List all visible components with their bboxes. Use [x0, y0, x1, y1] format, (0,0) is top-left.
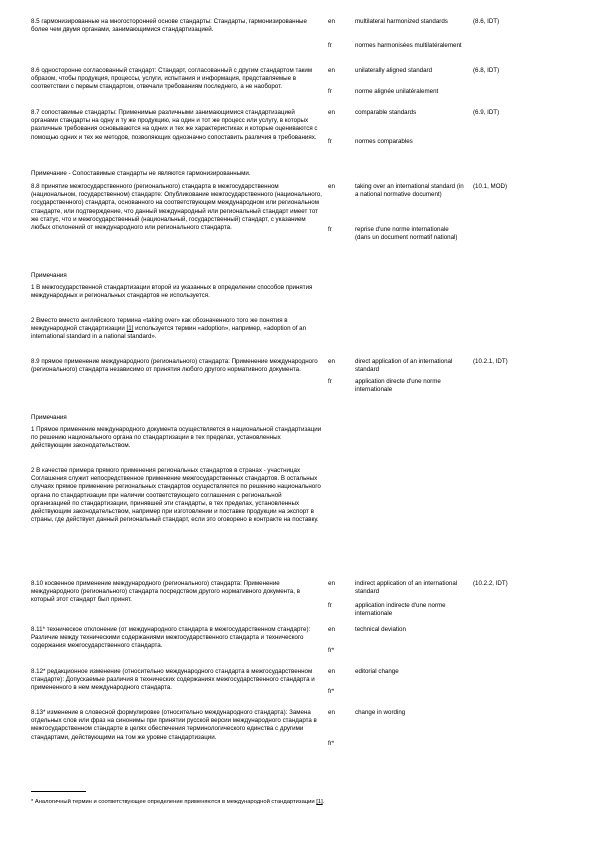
notes-title: Примечания [31, 272, 67, 279]
french-equivalent: normes comparables [355, 138, 413, 145]
term-8-6: 8.6 односторонне согласованный стандарт: Стандарт, согласованный с другим стандартом таким образом, чтобы продукция, процессы, услуги, испытания и информация, представляемые в соответствии с первым стандартом, отвечали требованиям последнего, а не наоборот. [31, 67, 313, 91]
lang-fr: fr [328, 226, 332, 233]
source-reference: (10.2.2, IDT) [473, 580, 508, 587]
english-equivalent: change in wording [355, 709, 406, 716]
footnote-reference-link[interactable]: [1] [316, 799, 323, 805]
french-equivalent: norme alignée unilatéralement [355, 88, 439, 95]
english-equivalent: technical deviation [355, 626, 406, 633]
english-equivalent: taking over an international standard (in a national normative document) [355, 183, 464, 199]
note-1: 1 В межгосударственной стандартизации второй из указанных в определении способов принятия международных и региональных стандартов не используется. [31, 284, 313, 300]
english-equivalent: comparable standards [355, 109, 417, 116]
source-reference: (6.8, IDT) [473, 67, 500, 74]
lang-en: en [328, 709, 335, 716]
term-8-13: 8.13* изменение в словесной формулировке (относительно международного стандарта): Замена отдельных слов или фраз на синонимы при принятии русской версии международного стандарта в межгосударственном стандарте в целях обеспечения терминологического единства с другими стандартами, действующими на том же уровне стандартизации. [31, 709, 317, 741]
note-2: 2 В качестве примера прямого применения региональных стандартов в странах - участницах Соглашения служит непосредственное применение межгосударственных стандартов. В остальных случаях прямое применение региональных стандартов осуществляется по решению национального органа по стандартизации при наличии соответствующего соглашения с региональной организацией по стандартизации, принявшей эти стандарты, в тех пределах, установленных действующим законодательством, например при изготовлении и поставке продукции на экспорт в страны, где действует данный региональный стандарт, если это оговорено в контракте на поставку. [31, 467, 321, 524]
french-equivalent: normes harmonisées multilatéralement [355, 42, 462, 49]
note-2 [31, 317, 322, 342]
footnote-divider [31, 791, 86, 792]
lang-fr: fr* [328, 647, 335, 654]
note-2-text: 2 Вместо вместо английского термина «taking over» как обозначенного того же понятия в международной стандартизации [31, 317, 288, 333]
note: Примечание - Сопоставимые стандарты не являются гармонизированными. [31, 170, 251, 177]
footnote [31, 798, 561, 806]
bibliography-reference-link[interactable]: [1] [126, 325, 134, 333]
lang-fr: fr [328, 88, 332, 95]
source-reference: (10.1, MOD) [473, 183, 508, 190]
term-8-7: 8.7 сопоставимые стандарты: Применимые различными занимающимися стандартизацией органами стандарты на одну и ту же продукцию, на один и тот же процесс или услугу, в которых различные требования основываются на одних и тех же характеристиках и которые оцениваются с помощью одних и тех же методов, позволяющих однозначно сопоставить различия в требованиях. [31, 109, 318, 141]
note-2-text-cont: используется термин «adoption», например, «adoption of an international standard in a national standard». [31, 325, 307, 341]
footnote-end: . [322, 799, 325, 805]
english-equivalent: unilaterally aligned standard [355, 67, 433, 74]
lang-fr: fr [328, 378, 332, 385]
term-8-10: 8.10 косвенное применение международного (регионального) стандарта: Применение международного (регионального) стандарта посредством другого нормативного документа, в который этот стандарт был принят. [31, 580, 300, 604]
source-reference: (6.9, IDT) [473, 109, 500, 116]
lang-en: en [328, 18, 335, 25]
lang-fr: fr [328, 138, 332, 145]
term-8-11: 8.11* техническое отклонение (от международного стандарта в межгосударственном стандарте): Различие между техническими содержаниями межгосударственного стандарта и технического содержания межгосударственного стандарта. [31, 626, 311, 650]
french-equivalent: application indirecte d'une norme internationale [355, 602, 446, 618]
term-8-12: 8.12* редакционное изменение (относительно международного стандарта в межгосударственном стандарте): Допускаемые различия в технических содержаниях межгосударственного стандарта и примененного в нем международного стандарта. [31, 668, 315, 692]
term-8-5: 8.5 гармонизированные на многосторонней основе стандарты: Стандарты, гармонизированные более чем двумя органами, занимающимися стандартизацией. [31, 18, 307, 34]
source-reference: (8.6, IDT) [473, 18, 500, 25]
lang-en: en [328, 358, 335, 365]
source-reference: (10.2.1, IDT) [473, 358, 508, 365]
lang-en: en [328, 580, 335, 587]
lang-en: en [328, 668, 335, 675]
lang-en: en [328, 626, 335, 633]
english-equivalent: indirect application of an international standard [355, 580, 458, 596]
lang-fr: fr* [328, 688, 335, 695]
lang-fr: fr [328, 602, 332, 609]
english-equivalent: multilateral harmonized standards [355, 18, 448, 25]
term-8-8: 8.8 принятие межгосударственного (регионального) стандарта в межгосударственном (национальном, государственном) стандарте: Опубликование межгосударственного (национального, государственного) стандарта, основанного на соответствующем международном или региональном стандарте, или подтверждение, что данный международный или региональный стандарт имеет тот же статус, что и межгосударственный (национальный, государственный) стандарт, с указанием любых отклонений от международного или регионального стандарта. [31, 183, 322, 232]
lang-fr: fr* [328, 740, 335, 747]
lang-en: en [328, 183, 335, 190]
footnote-text: * Аналогичный термин и соответствующее определение применяются в международной стандартизации [31, 799, 315, 805]
english-equivalent: direct application of an international standard [355, 358, 453, 374]
term-8-9: 8.9 прямое применение международного (регионального) стандарта: Применение международного (регионального) стандарта независимо от принятия любого другого нормативного документа. [31, 358, 318, 374]
lang-fr: fr [328, 42, 332, 49]
lang-en: en [328, 109, 335, 116]
lang-en: en [328, 67, 335, 74]
french-equivalent: reprise d'une norme internationale (dans un document normatif national) [355, 226, 458, 242]
notes-title: Примечания [31, 414, 67, 421]
french-equivalent: application directe d'une norme internationale [355, 378, 441, 394]
note-1: 1 Прямое применение международного документа осуществляется в национальной стандартизации по решению национального органа по стандартизации в тех пределах, установленных действующим законодательством. [31, 426, 322, 450]
english-equivalent: editorial change [355, 668, 399, 675]
